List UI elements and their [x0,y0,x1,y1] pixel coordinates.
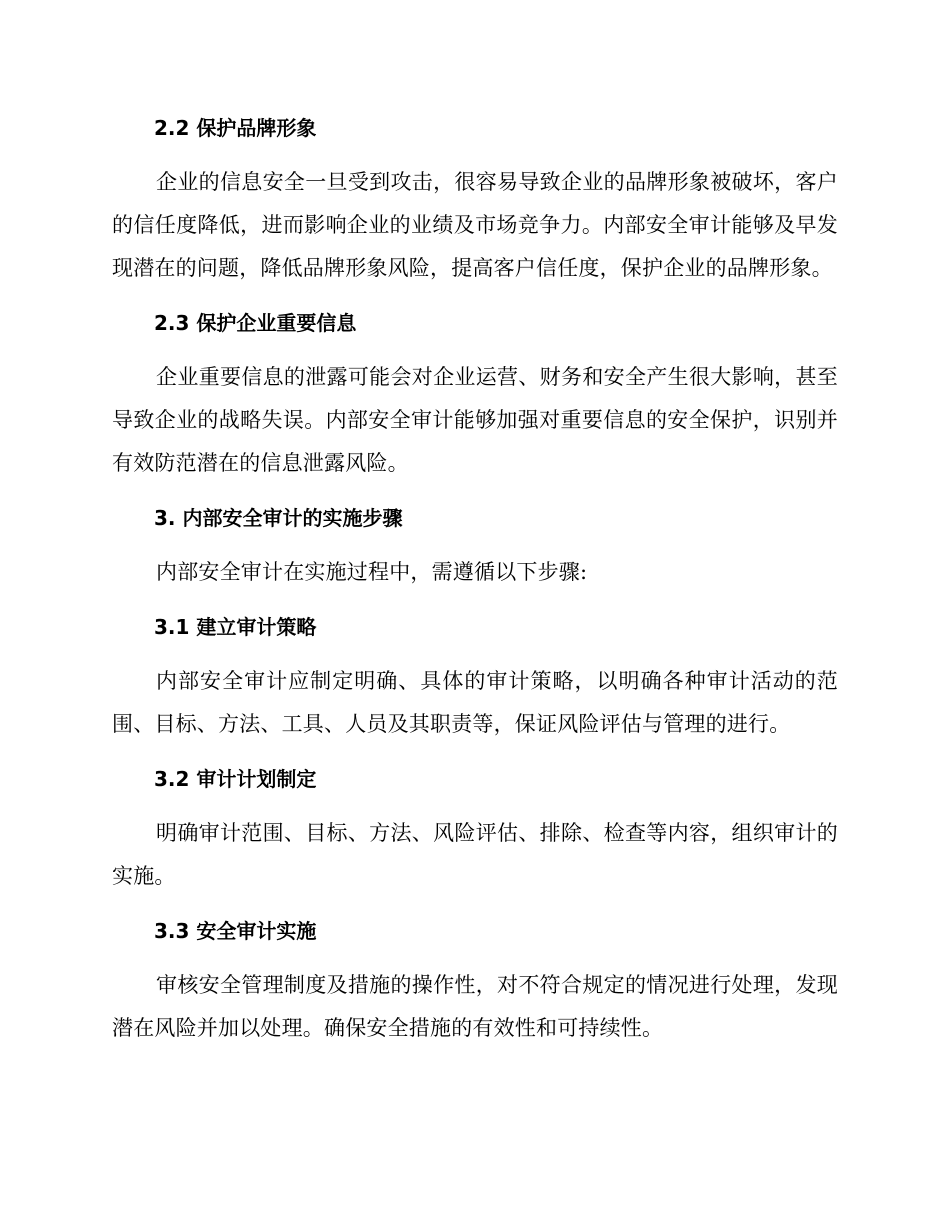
paragraph-audit-plan: 明确审计范围、目标、方法、风险评估、排除、检查等内容，组织审计的实施。 [112,821,838,888]
paragraph-steps-intro: 内部安全审计在实施过程中，需遵循以下步骤: [156,560,588,584]
paragraph-audit-implementation: 审核安全管理制度及措施的操作性，对不符合规定的情况进行处理，发现潜在风险并加以处理。确保安全措施的有效性和可持续性。 [112,973,838,1040]
section-heading-2-2: 2.2 保护品牌形象 [154,116,317,140]
paragraph-important-info: 企业重要信息的泄露可能会对企业运营、财务和安全产生很大影响，甚至导致企业的战略失误。内部安全审计能够加强对重要信息的安全保护，识别并有效防范潜在的信息泄露风险。 [112,365,838,475]
section-heading-3-1: 3.1 建立审计策略 [154,615,317,639]
section-heading-2-3: 2.3 保护企业重要信息 [154,311,357,335]
paragraph-audit-strategy: 内部安全审计应制定明确、具体的审计策略，以明确各种审计活动的范围、目标、方法、工具、人员及其职责等，保证风险评估与管理的进行。 [112,669,838,736]
section-heading-3: 3. 内部安全审计的实施步骤 [154,506,403,530]
paragraph-brand-image: 企业的信息安全一旦受到攻击，很容易导致企业的品牌形象被破坏，客户的信任度降低，进而影响企业的业绩及市场竞争力。内部安全审计能够及早发现潜在的问题，降低品牌形象风险，提高客户信任度，保护企业的品牌形象。 [112,170,838,280]
section-heading-3-2: 3.2 审计计划制定 [154,767,317,791]
section-heading-3-3: 3.3 安全审计实施 [154,919,317,943]
document-page [112,106,838,1061]
